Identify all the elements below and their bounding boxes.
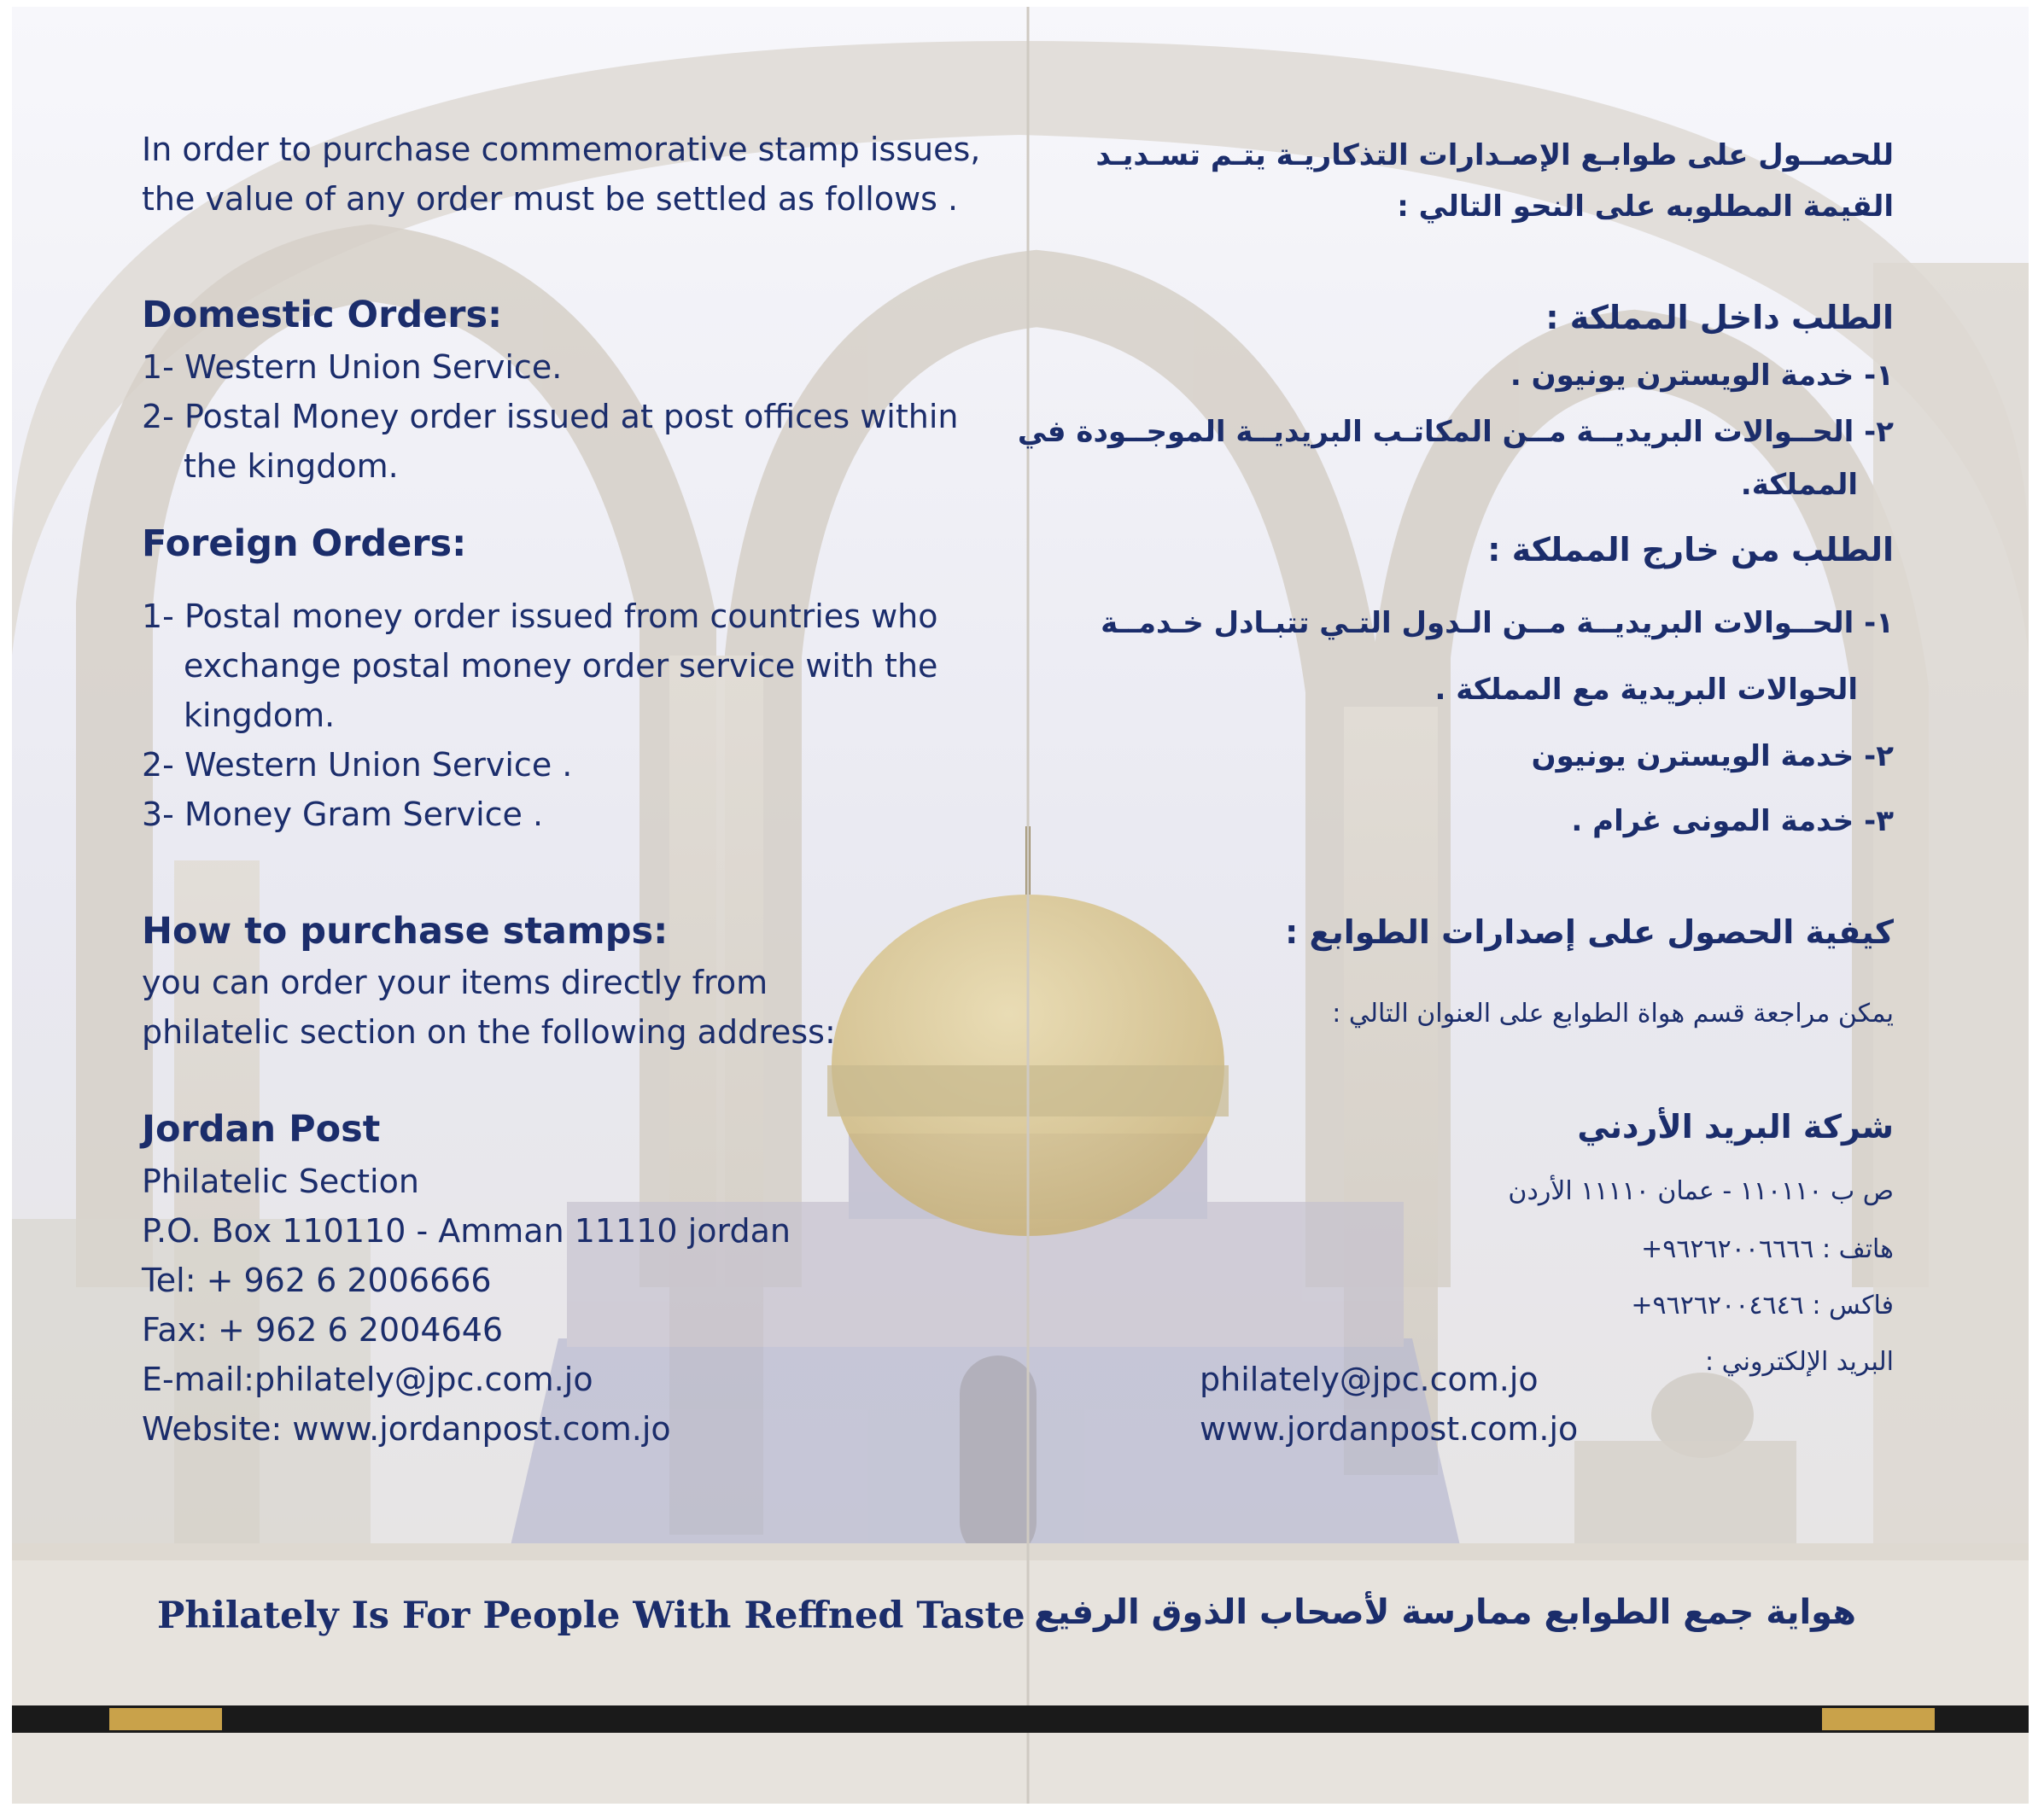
domestic-orders-heading: Domestic Orders:	[142, 294, 503, 336]
arabic-foreign-item-1: ١- الحــوالات البريديــة مــن الـدول التـي تتبـادل خـدمــة	[1101, 606, 1894, 640]
website[interactable]: Website: www.jordanpost.com.jo	[142, 1410, 671, 1448]
po-box: P.O. Box 110110 - Amman 11110 jordan	[142, 1212, 791, 1250]
arabic-foreign-item-2: ٢- خدمة الويسترن يونيون	[1531, 739, 1894, 773]
how-to-line-1: you can order your items directly from	[142, 964, 768, 1001]
domestic-item-2-cont: the kingdom.	[184, 447, 399, 485]
english-slogan: Philately Is For People With Reffned Taste	[157, 1595, 1025, 1637]
arabic-intro-line-1: للحصــول على طوابـع الإصـدارات التذكاريـة يتـم تسـديـد	[1095, 138, 1894, 172]
domestic-item-2: 2- Postal Money order issued at post offices within	[142, 398, 959, 435]
arabic-telephone: هاتف : ٩٦٢٦٢٠٠٦٦٦٦+	[1641, 1234, 1894, 1264]
foreign-item-2: 2- Western Union Service .	[142, 746, 573, 784]
bottom-decorative-bar	[12, 1705, 2029, 1733]
arabic-email-label: البريد الإلكتروني :	[1705, 1347, 1894, 1377]
arabic-jordan-post-heading: شركة البريد الأردني	[1577, 1108, 1894, 1146]
arabic-intro-line-2: القيمة المطلوبه على النحو التالي :	[1397, 189, 1894, 224]
arabic-how-to-line: يمكن مراجعة قسم هواة الطوابع على العنوان التالي :	[1332, 999, 1894, 1029]
arabic-po-box: ص ب ١١٠١١٠ - عمان ١١١١٠ الأردن	[1508, 1176, 1894, 1206]
fax: Fax: + 962 6 2004646	[142, 1311, 504, 1349]
email[interactable]: E-mail:philately@jpc.com.jo	[142, 1361, 593, 1398]
arabic-domestic-item-2-cont: المملكة.	[1740, 468, 1858, 502]
foreign-item-1-cont-2: kingdom.	[184, 697, 336, 734]
foreign-item-3: 3- Money Gram Service .	[142, 796, 544, 833]
arabic-foreign-item-1-cont: الحوالات البريدية مع المملكة .	[1434, 673, 1858, 707]
foreign-item-1-cont: exchange postal money order service with the	[184, 647, 938, 685]
foreign-orders-heading: Foreign Orders:	[142, 522, 467, 565]
arabic-domestic-item-2: ٢- الحــوالات البريديــة مــن المكاتـب البريديــة الموجــودة في	[1017, 415, 1894, 449]
intro-line-1: In order to purchase commemorative stamp issues,	[142, 131, 981, 168]
arabic-domestic-item-1: ١- خدمة الويسترن يونيون .	[1510, 359, 1894, 393]
arabic-side-email[interactable]: philately@jpc.com.jo	[1200, 1361, 1539, 1398]
arabic-foreign-heading: الطلب من خارج المملكة :	[1487, 531, 1894, 568]
how-to-purchase-heading: How to purchase stamps:	[142, 910, 669, 953]
how-to-line-2: philatelic section on the following address:	[142, 1013, 836, 1051]
foreign-item-1: 1- Postal money order issued from countries who	[142, 598, 938, 635]
dome-of-the-rock-background	[12, 7, 2029, 1804]
arabic-foreign-item-3: ٣- خدمة المونى غرام .	[1571, 804, 1894, 838]
domestic-item-1: 1- Western Union Service.	[142, 348, 563, 386]
arabic-slogan: هواية جمع الطوابع ممارسة لأصحاب الذوق الرفيع	[1034, 1593, 1856, 1632]
arabic-how-to-heading: كيفية الحصول على إصدارات الطوابع :	[1285, 913, 1894, 951]
arabic-side-website[interactable]: www.jordanpost.com.jo	[1200, 1410, 1579, 1448]
arabic-fax: فاكس : ٩٦٢٦٢٠٠٤٦٤٦+	[1631, 1291, 1894, 1321]
telephone: Tel: + 962 6 2006666	[142, 1262, 492, 1299]
philatelic-section: Philatelic Section	[142, 1163, 419, 1200]
arabic-domestic-heading: الطلب داخل المملكة :	[1545, 299, 1894, 336]
jordan-post-heading: Jordan Post	[142, 1108, 381, 1151]
intro-line-2: the value of any order must be settled as follows .	[142, 180, 959, 218]
